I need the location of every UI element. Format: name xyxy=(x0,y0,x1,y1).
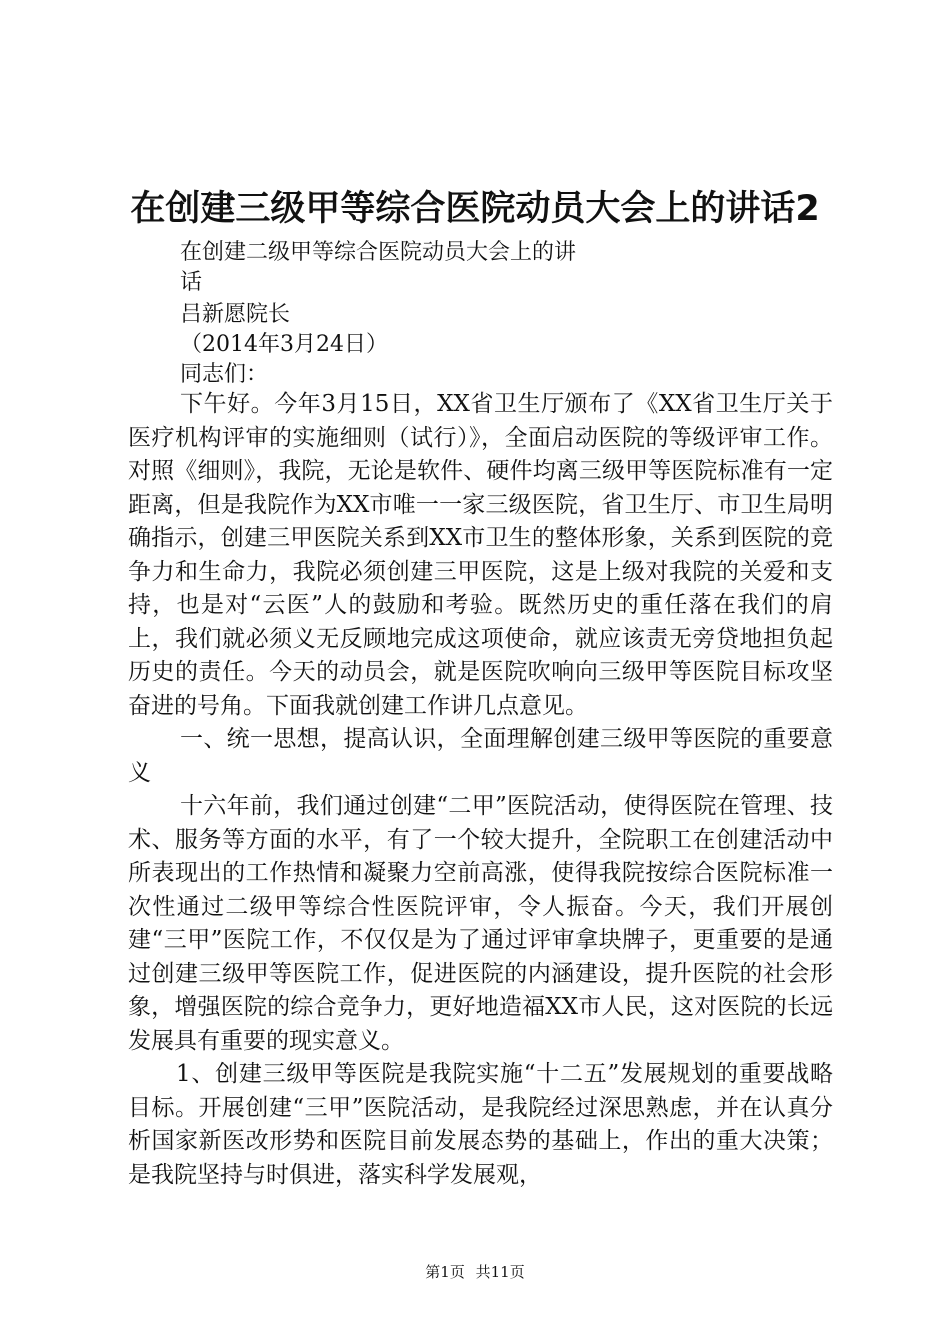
document-title: 在创建三级甲等综合医院动员大会上的讲话2 xyxy=(130,189,820,229)
document-body xyxy=(128,388,833,1192)
section-heading: 一、统一思想，提高认识，全面理解创建三级甲等医院的重要意义 xyxy=(128,726,833,786)
subtitle-line-2: 话 xyxy=(180,270,203,295)
speaker-name: 吕新愿院长 xyxy=(180,302,291,327)
speech-date: （2014年3月24日） xyxy=(180,332,388,357)
paragraph: 十六年前，我们通过创建“二甲”医院活动，使得医院在管理、技术、服务等方面的水平，有了一个较大提升，全院职工在创建活动中所表现出的工作热情和凝聚力空前高涨，使得我院按综合医院标准一次性通过二级甲等综合性医院评审，令人振奋。今天，我们开展创建“三甲”医院工作，不仅仅是为了通过评审拿块牌子，更重要的是通过创建三级甲等医院工作，促进医院的内涵建设，提升医院的社会形象，增强医院的综合竞争力，更好地造福XX市人民，这对医院的长远发展具有重要的现实意义。 xyxy=(128,793,833,1054)
paragraph: 下午好。今年3月15日，XX省卫生厅颁布了《XX省卫生厅关于医疗机构评审的实施细则（试行）》，全面启动医院的等级评审工作。对照《细则》，我院，无论是软件、硬件均离三级甲等医院标准有一定距离，但是我院作为XX市唯一一家三级医院，省卫生厅、市卫生局明确指示，创建三甲医院关系到XX市卫生的整体形象，关系到医院的竞争力和生命力，我院必须创建三甲医院，这是上级对我院的关爱和支持，也是对“云医”人的鼓励和考验。既然历史的重任落在我们的肩上，我们就必须义无反顾地完成这项使命，就应该责无旁贷地担负起历史的责任。今天的动员会，就是医院吹响向三级甲等医院目标攻坚奋进的号角。下面我就创建工作讲几点意见。 xyxy=(128,391,833,719)
page-total: 共11页 xyxy=(475,1263,525,1281)
salutation: 同志们： xyxy=(180,362,269,387)
page-number: 第1页 xyxy=(425,1263,465,1281)
page-footer xyxy=(0,1262,950,1282)
paragraph: 1、创建三级甲等医院是我院实施“十二五”发展规划的重要战略目标。开展创建“三甲”医院活动，是我院经过深思熟虑，并在认真分析国家新医改形势和医院目前发展态势的基础上，作出的重大决策；是我院坚持与时俱进，落实科学发展观， xyxy=(128,1061,833,1188)
subtitle-line-1: 在创建二级甲等综合医院动员大会上的讲 xyxy=(180,240,577,265)
